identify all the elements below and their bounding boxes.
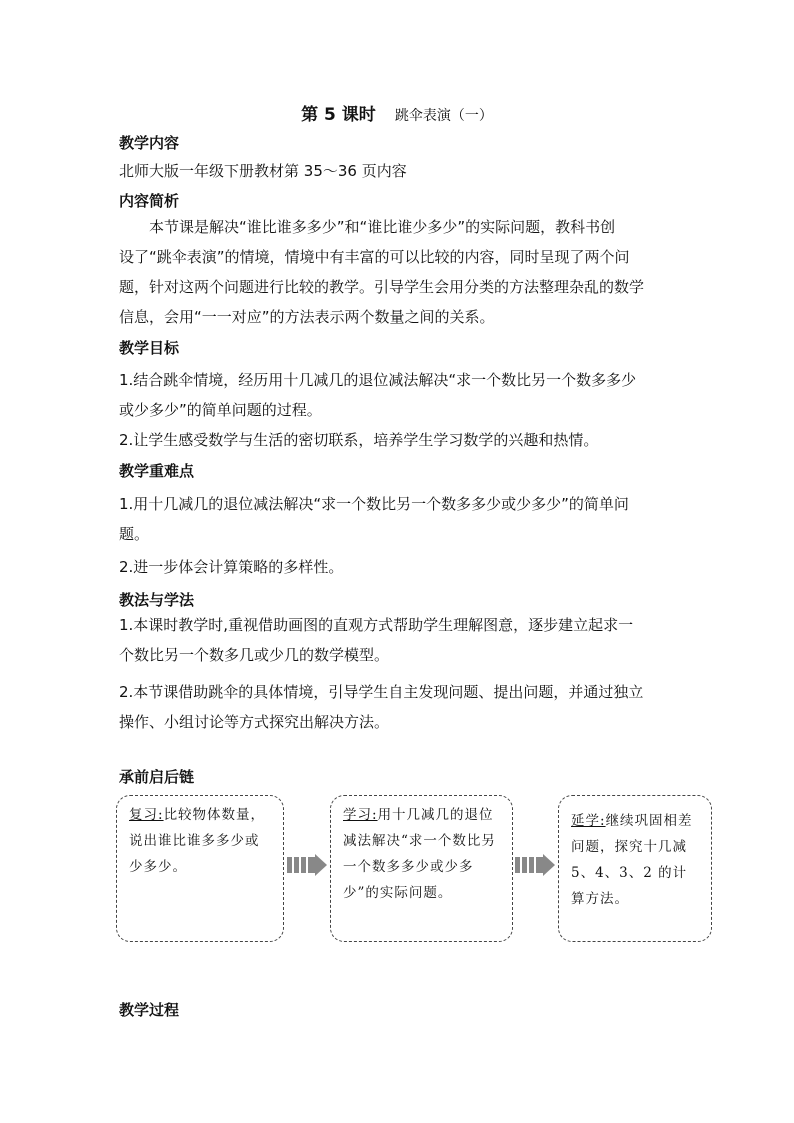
methods-paragraph-2: [119, 677, 679, 737]
goals-line: 2.让学生感受数学与生活的密切联系，培养学生学习数学的兴趣和热情。: [119, 431, 599, 449]
goals-heading: 教学目标: [119, 339, 180, 357]
goals-line: 1.结合跳伞情境，经历用十几减几的退位减法解决“求一个数比另一个数多多少: [119, 371, 637, 389]
analysis-line: 题，针对这两个问题进行比较的教学。引导学生会用分类的方法整理杂乱的数学: [119, 278, 645, 296]
analysis-line: 本节课是解决“谁比谁多多少”和“谁比谁少多少”的实际问题，教科书创: [149, 218, 616, 236]
review-text: 比较物体数量，说出谁比谁多多少或少多少。: [129, 807, 266, 875]
extend-label: 延学:: [571, 813, 606, 829]
key-heading: 教学重难点: [119, 462, 195, 480]
chain-heading: 承前启后链: [119, 768, 195, 786]
content-heading: 教学内容: [119, 134, 180, 152]
learn-text: 用十几减几的退位减法解决“求一个数比另一个数多多少或少多少”的实际问题。: [343, 807, 496, 901]
analysis-line: 设了“跳伞表演”的情境，情境中有丰富的可以比较的内容，同时呈现了两个问: [119, 248, 630, 266]
learn-label: 学习:: [343, 807, 378, 823]
extend-text: 继续巩固相差问题，探究十几减 5、4、3、2 的计算方法。: [571, 813, 693, 907]
methods-paragraph-1: [119, 610, 679, 670]
analysis-line: 信息，会用“一一对应”的方法表示两个数量之间的关系。: [119, 308, 495, 326]
goals-line: 或少多少”的简单问题的过程。: [119, 401, 322, 419]
content-text: 北师大版一年级下册教材第 35～36 页内容: [119, 162, 407, 180]
methods-line: 个数比另一个数多几或少几的数学模型。: [119, 646, 390, 664]
lesson-title-main: 第 5 课时: [301, 105, 376, 125]
key-paragraph: [119, 489, 679, 549]
right-arrow-icon: [515, 854, 555, 876]
key-line-2: 2.进一步体会计算策略的多样性。: [119, 558, 344, 576]
key-line: 题。: [119, 525, 150, 543]
review-box: [116, 795, 284, 942]
review-label: 复习:: [129, 807, 164, 823]
process-heading: 教学过程: [119, 1001, 180, 1019]
methods-heading: 教法与学法: [119, 591, 195, 609]
right-arrow-icon: [287, 854, 327, 876]
learn-box: [330, 795, 513, 942]
extend-box: [558, 795, 712, 942]
lesson-title: [0, 100, 794, 125]
lesson-title-sub: 跳伞表演（一）: [394, 108, 493, 124]
analysis-heading: 内容简析: [119, 192, 180, 210]
methods-line: 2.本节课借助跳伞的具体情境，引导学生自主发现问题、提出问题，并通过独立: [119, 683, 644, 701]
analysis-paragraph: [119, 212, 679, 332]
key-line: 1.用十几减几的退位减法解决“求一个数比另一个数多多少或少多少”的简单问: [119, 495, 629, 513]
methods-line: 1.本课时教学时,重视借助画图的直观方式帮助学生理解图意，逐步建立起求一: [119, 616, 634, 634]
methods-line: 操作、小组讨论等方式探究出解决方法。: [119, 713, 390, 731]
goals-paragraph: [119, 365, 679, 455]
